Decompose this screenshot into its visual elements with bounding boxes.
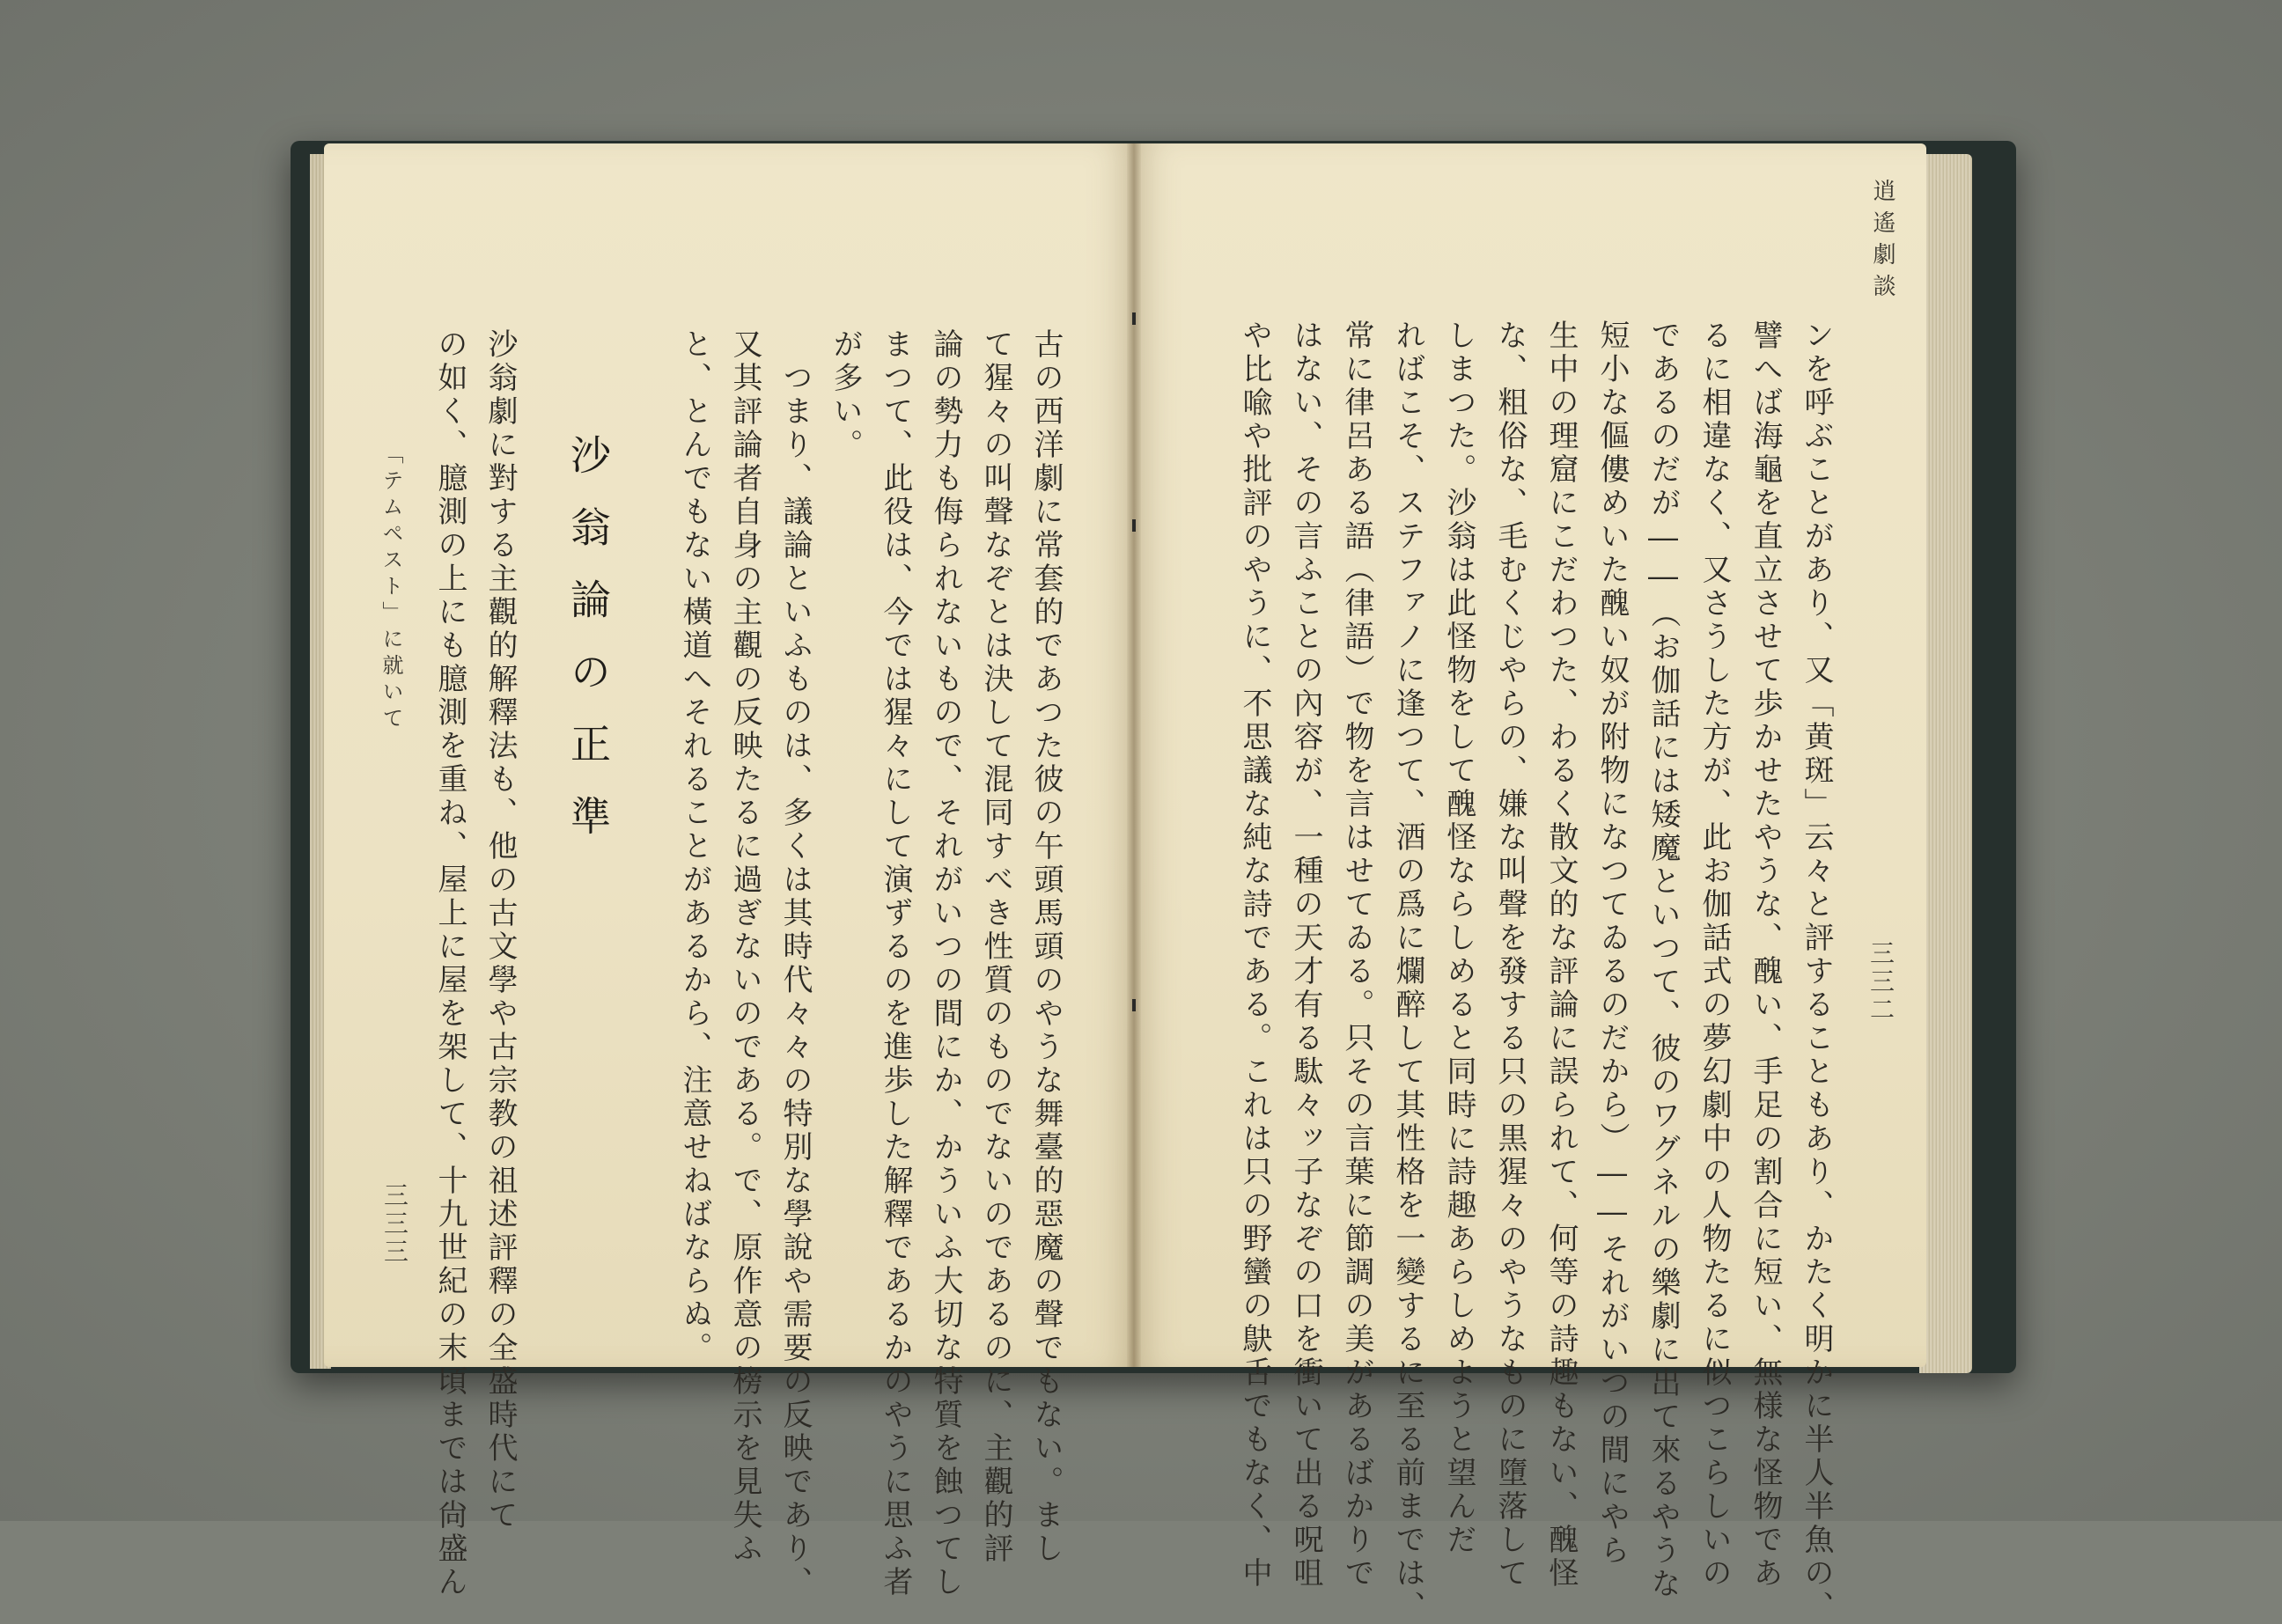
- right-line-12: や比喩や批評のやうに、不思議な純な詩である。これは只の野蠻の鴃舌でもなく、中: [1237, 320, 1272, 1591]
- left-line-5: が多い。: [828, 328, 863, 462]
- section-title: 沙翁論の正準: [564, 434, 612, 867]
- right-line-6: 生中の理窟にこだわつた、わるく散文的な評論に誤られて、何等の詩趣もない、醜怪: [1543, 320, 1579, 1591]
- right-line-10: 常に律呂ある語（律語）で物を言はせてゐる。只その言葉に節調の美があるばかりで: [1339, 320, 1374, 1591]
- left-page: [324, 143, 1134, 1599]
- right-line-9: ればこそ、ステファノに逢つて、酒の爲に爛醉して其性格を一變するに至る前までは、: [1390, 320, 1425, 1624]
- right-line-7: な、粗俗な、毛むくじやらの、嫌な叫聲を發する只の黒猩々のやうなものに墮落して: [1492, 320, 1527, 1591]
- binding-stitch: [1132, 519, 1136, 532]
- book-gutter: [1127, 143, 1141, 1367]
- left-line-2: て猩々の叫聲なぞとは決して混同すべき性質のものでないのであるのに、主觀的評: [978, 328, 1013, 1566]
- right-line-5: 短小な傴僂めいた醜い奴が附物になつてゐるのだから）――それがいつの間にやら: [1594, 320, 1630, 1568]
- right-line-4: であるのだが――（お伽話には矮魔といつて、彼のワグネルの樂劇に出て來るやうな: [1645, 320, 1681, 1601]
- right-page: [1134, 143, 1926, 1624]
- left-line-6: つまり、議論といふものは、多くは其時代々々の特別な學說や需要の反映であり、: [777, 328, 813, 1599]
- binding-stitch: [1132, 312, 1136, 325]
- right-line-3: るに相違なく、又さうした方が、此お伽話式の夢幻劇中の人物たるに似つこらしいの: [1697, 320, 1732, 1591]
- right-line-8: しまつた。沙翁は此怪物をして醜怪ならしめると同時に詩趣あらしめようと望んだ: [1441, 320, 1476, 1557]
- page-edges-right: [1919, 154, 1972, 1373]
- left-line-7: 又其評論者自身の主觀の反映たるに過ぎないのである。で、原作意の榜示を見失ふ: [727, 328, 762, 1566]
- left-line-10: の如く、臆測の上にも臆測を重ね、屋上に屋を架して、十九世紀の末頃までは尙盛ん: [432, 328, 467, 1599]
- left-line-4: まつて、此役は、今では猩々にして演ずるのを進歩した解釋であるかのやうに思ふ者: [878, 328, 913, 1599]
- left-line-9: 沙翁劇に對する主觀的解釋法も、他の古文學や古宗教の祖述評釋の全盛時代にて: [482, 328, 518, 1532]
- right-line-11: はない、その言ふことの內容が、一種の天才有る駄々ッ子なぞの口を衝いて出る呪咀: [1288, 320, 1323, 1591]
- page-number-left: 三三三: [380, 1182, 409, 1267]
- page-number-right: 三三二: [1866, 940, 1896, 1025]
- binding-stitch: [1132, 999, 1136, 1011]
- left-line-3: 論の勢力も侮られないもので、それがいつの間にか、かういふ大切な特質を蝕つてし: [928, 328, 963, 1599]
- running-head: 逍遙劇談: [1869, 179, 1896, 305]
- left-line-1: 古の西洋劇に常套的であつた彼の午頭馬頭のやうな舞臺的惡魔の聲でもない。まし: [1028, 328, 1064, 1566]
- left-line-8: と、とんでもない橫道へそれることがあるから、注意せねばならぬ。: [677, 328, 712, 1365]
- right-line-2: 譬へば海龜を直立させて歩かせたやうな、醜い、手足の割合に短い、無様な怪物であ: [1748, 320, 1783, 1591]
- right-line-1: ンを呼ぶことがあり、又「黄斑」云々と評することもあり、かたく明かに半人半魚の、: [1799, 320, 1834, 1624]
- footer-caption: 「テムペスト」に就いて: [379, 443, 403, 733]
